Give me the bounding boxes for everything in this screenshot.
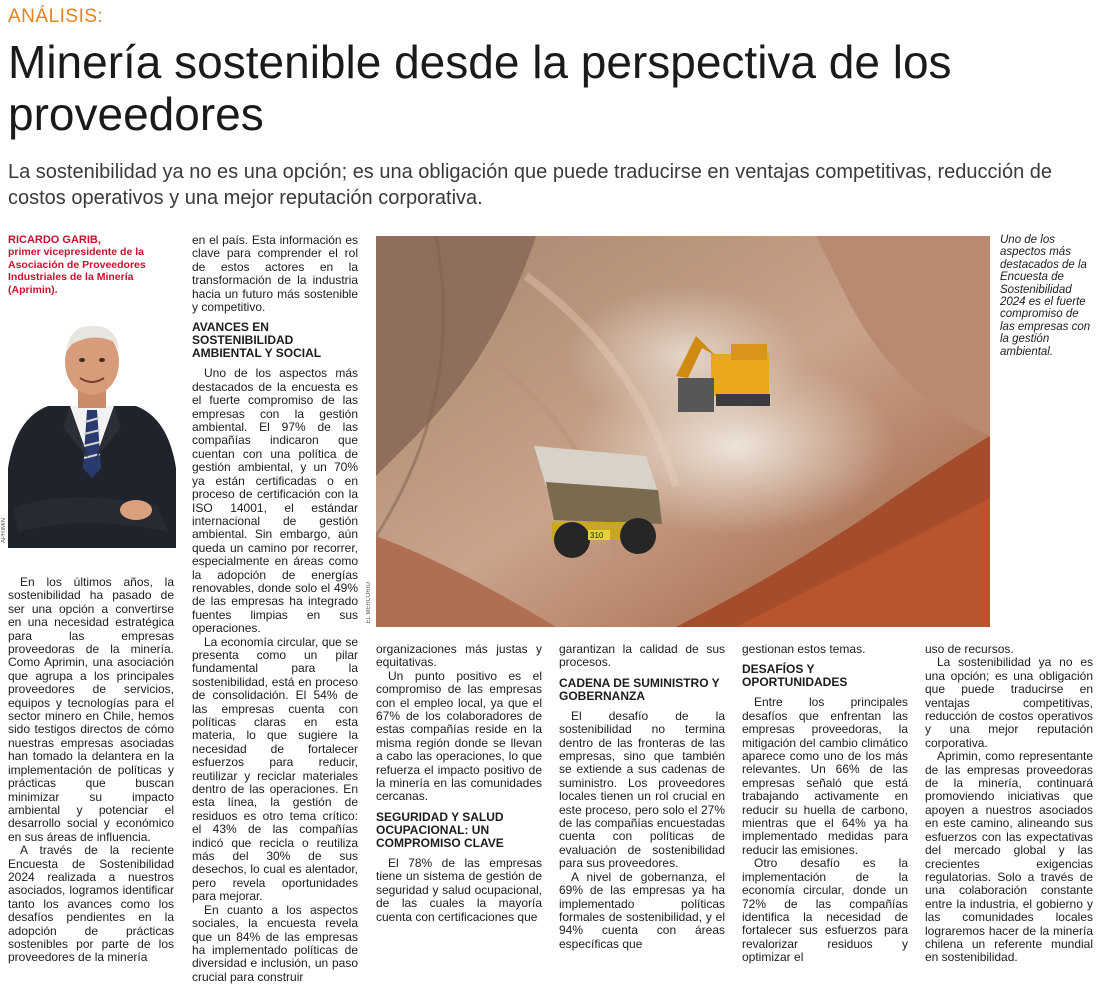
column-1 xyxy=(8,576,174,965)
subheading-avances: AVANCES EN SOSTENIBILIDAD AMBIENTAL Y SOCIAL xyxy=(192,320,322,361)
author-portrait-image xyxy=(8,318,176,548)
paragraph: Entre los principales desafíos que enfrentan las empresas proveedoras, la mitigación del cambio climático aparece como uno de los más relevantes. Un 66% de las empresas señaló que está trabajando activamente en reducir su huella de carbono, mientras que el 64% ya ha implementado medidas para reducir las emisiones. xyxy=(742,695,908,857)
column-2 xyxy=(192,234,358,984)
deck: La sostenibilidad ya no es una opción; es una obligación que puede traducirse en ventajas competitivas, reducción de costos operativos y una mejor reputación corporativa. xyxy=(8,161,1053,209)
paragraph: Un punto positivo es el compromiso de las empresas con el empleo local, ya que el 67% de los colaboradores de estas compañías reside en la misma región donde se llevan a cabo las operaciones, lo que refuerza el impacto positivo de la minería en las comunidades cercanas. xyxy=(376,668,542,804)
column-6 xyxy=(925,643,1093,965)
paragraph: organizaciones más justas y equitativas. xyxy=(376,642,542,670)
subheading-seguridad: SEGURIDAD Y SALUD OCUPACIONAL: UN COMPROMISO CLAVE xyxy=(376,809,504,850)
paragraph: A nivel de gobernanza, el 69% de las empresas ya ha implementado políticas formales de sostenibilidad, y el 94% cuenta con áreas específicas que xyxy=(559,869,725,951)
headline: Minería sostenible desde la perspectiva de los proveedores xyxy=(8,36,952,140)
column-5 xyxy=(742,643,908,965)
paragraph: El 78% de las empresas tiene un sistema de gestión de seguridad y salud ocupacional, de las cuales la mayoría cuenta con certificaciones que xyxy=(376,855,542,924)
subheading-cadena: CADENA DE SUMINISTRO Y GOBERNANZA xyxy=(559,675,720,703)
photo-caption: Uno de los aspectos más destacados de la Encuesta de Sostenibilidad 2024 es el fuerte compromiso de las empresas con la gestión ambiental. xyxy=(1000,234,1091,358)
byline xyxy=(8,234,174,296)
paragraph: Otro desafío es la implementación de la economía circular, donde un 72% de las compañías identifica la necesidad de fortalecer sus esfuerzos para revalorizar residuos y optimizar el xyxy=(742,856,908,965)
column-3 xyxy=(376,643,542,924)
paragraph: En los últimos años, la sostenibilidad ha pasado de ser una opción a convertirse en una necesidad estratégica para las empresas proveedoras de la minería. Como Aprimin, una asociación que agrupa a los principales proveedores de servicios, equipos y tecnologías para el sector minero en Chile, hemos sido testigos directos de cómo nuestras empresas asociadas han tomado la delantera en la implementación de políticas y prácticas que buscan minimizar su impacto ambiental y potenciar el desarrollo social y económico en sus áreas de influencia. xyxy=(8,575,174,844)
author-portrait xyxy=(8,318,176,548)
paragraph: en el país. Esta información es clave para comprender el rol de estos actores en la transformación de la industria hacia un futuro más sostenible y competitivo. xyxy=(192,233,358,315)
mining-photo-image xyxy=(376,236,990,627)
subheading-desafios: DESAFÍOS Y OPORTUNIDADES xyxy=(742,662,848,690)
column-4 xyxy=(559,643,725,951)
paragraph: Uno de los aspectos más destacados de la encuesta es el fuerte compromiso de las empresas con la gestión ambiental. El 97% de las compañías indicaron que cuentan con una política de gestión ambiental, y un 70% ya están certificadas o en proceso de certificación con la ISO 14001, el estándar internacional de gestión ambiental. Sin embargo, aún queda un camino por recorrer, especialmente en áreas como la adopción de energías renovables, donde solo el 49% de las empresas ha integrado fuentes limpias en sus operaciones. xyxy=(192,366,358,636)
paragraph: gestionan estos temas. xyxy=(742,642,866,656)
truck-number: 310 xyxy=(590,531,604,540)
paragraph: La sostenibilidad ya no es una opción; es una obligación que puede traducirse en ventajas competitivas, reducción de costos operativos y una mejor reputación corporativa. xyxy=(925,655,1093,750)
portrait-credit: APRIMIN xyxy=(1,518,7,544)
paragraph: Aprimin, como representante de las empresas proveedoras de la minería, continuará promoviendo iniciativas que apoyen a nuestros asociados en este camino, alineando sus esfuerzos con las expectativas del mercado global y las crecientes exigencias regulatorias. Solo a través de una colaboración constante entre la industria, el gobierno y las comunidades locales lograremos hacer de la minería chilena un referente mundial en sostenibilidad. xyxy=(925,749,1093,965)
paragraph: A través de la reciente Encuesta de Sostenibilidad 2024 realizada a nuestros asociados, logramos identificar tanto los avances como los desafíos pendientes en la adopción de prácticas sostenibles por parte de los proveedores de la minería xyxy=(8,843,174,965)
paragraph: En cuanto a los aspectos sociales, la encuesta revela que un 84% de las empresas ha implementado políticas de diversidad e inclusión, un paso crucial para construir xyxy=(192,902,358,984)
paragraph: El desafío de la sostenibilidad no termina dentro de las fronteras de las empresas, sino que también se extiende a sus cadenas de suministro. Los proveedores locales tienen un rol crucial en este proceso, pero solo el 27% de las compañías encuestadas cuenta con políticas de evaluación de sostenibilidad para sus proveedores. xyxy=(559,708,725,871)
mining-photo xyxy=(376,236,990,627)
photo-credit: EL MERCURIO xyxy=(366,582,372,624)
byline-role: primer vicepresidente de la Asociación de Proveedores Industriales de la Minería (Aprimin). xyxy=(8,246,146,296)
byline-name: RICARDO GARIB, xyxy=(8,234,101,246)
paragraph: garantizan la calidad de sus procesos. xyxy=(559,642,725,670)
paragraph: uso de recursos. xyxy=(925,642,1014,656)
paragraph: La economía circular, que se presenta como un pilar fundamental para la sostenibilidad, está en proceso de consolidación. El 54% de las empresas cuenta con políticas claras en esta materia, lo que sugiere la necesidad de fortalecer esfuerzos para reducir, reutilizar y reciclar materiales dentro de las operaciones. En esta línea, la gestión de residuos es otro tema crítico: el 43% de las compañías indicó que recicla o reutiliza más del 30% de sus desechos, lo cual es alentador, pero revela oportunidades para mejorar. xyxy=(192,634,358,904)
section-kicker: ANÁLISIS: xyxy=(8,6,104,27)
